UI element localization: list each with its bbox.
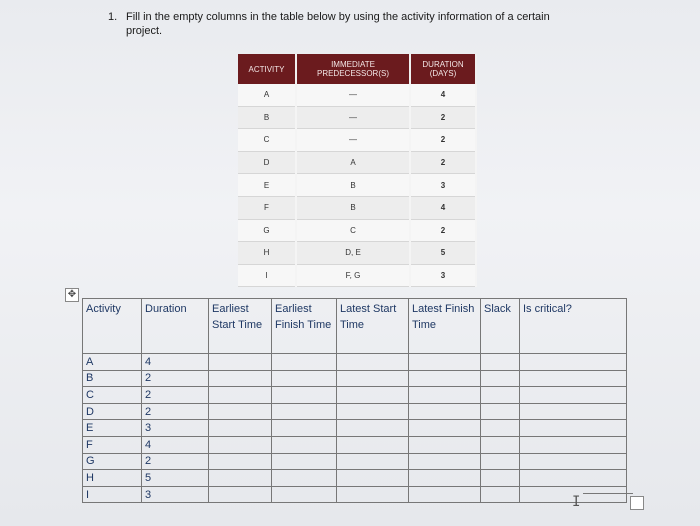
empty-latest-finish-cell[interactable] (409, 387, 481, 404)
activity-row (238, 242, 476, 265)
activity-row (238, 219, 476, 242)
activity-cell: G (238, 219, 296, 242)
predecessor-cell: — (296, 129, 410, 152)
empty-slack-cell[interactable] (481, 420, 520, 437)
empty-latest-start-cell[interactable] (337, 370, 409, 387)
question-number: 1. (108, 11, 118, 23)
empty-earliest-start-cell[interactable] (209, 470, 272, 487)
empty-latest-finish-cell[interactable] (409, 486, 481, 503)
empty-latest-start-cell[interactable] (337, 436, 409, 453)
schedule-table-body[interactable] (83, 354, 627, 503)
activity-cell: E (238, 174, 296, 197)
activity-cell: A (238, 84, 296, 106)
duration-cell: 4 (410, 196, 476, 219)
header-duration-col: Duration (142, 299, 209, 354)
schedule-activity-cell: H (83, 470, 142, 487)
header-earliest-start: Earliest Start Time (209, 299, 272, 354)
schedule-duration-cell: 2 (142, 370, 209, 387)
empty-slack-cell[interactable] (481, 470, 520, 487)
checkbox-icon[interactable] (630, 496, 644, 510)
empty-latest-start-cell[interactable] (337, 403, 409, 420)
schedule-row (83, 436, 627, 453)
activity-cell: F (238, 196, 296, 219)
schedule-duration-cell: 3 (142, 486, 209, 503)
activity-cell: H (238, 242, 296, 265)
schedule-row (83, 354, 627, 371)
activity-row (238, 196, 476, 219)
empty-earliest-start-cell[interactable] (209, 403, 272, 420)
schedule-duration-cell: 5 (142, 470, 209, 487)
empty-latest-finish-cell[interactable] (409, 370, 481, 387)
empty-latest-finish-cell[interactable] (409, 436, 481, 453)
duration-cell: 2 (410, 219, 476, 242)
text-cursor-icon: I (572, 494, 581, 510)
empty-is-critical-cell[interactable] (520, 403, 627, 420)
empty-earliest-finish-cell[interactable] (272, 403, 337, 420)
empty-earliest-finish-cell[interactable] (272, 470, 337, 487)
empty-earliest-start-cell[interactable] (209, 436, 272, 453)
empty-earliest-finish-cell[interactable] (272, 486, 337, 503)
move-icon[interactable]: ✥ (65, 288, 79, 302)
schedule-activity-cell: I (83, 486, 142, 503)
empty-latest-finish-cell[interactable] (409, 470, 481, 487)
schedule-activity-cell: F (83, 436, 142, 453)
empty-earliest-finish-cell[interactable] (272, 387, 337, 404)
empty-is-critical-cell[interactable] (520, 387, 627, 404)
empty-earliest-start-cell[interactable] (209, 354, 272, 371)
empty-latest-finish-cell[interactable] (409, 453, 481, 470)
schedule-activity-cell: A (83, 354, 142, 371)
schedule-row (83, 470, 627, 487)
table-edge-line (583, 493, 633, 494)
header-predecessors: IMMEDIATE PREDECESSOR(S) (296, 54, 410, 84)
predecessor-cell: B (296, 196, 410, 219)
empty-slack-cell[interactable] (481, 370, 520, 387)
schedule-row (83, 370, 627, 387)
empty-slack-cell[interactable] (481, 453, 520, 470)
header-duration: DURATION (DAYS) (410, 54, 476, 84)
empty-is-critical-cell[interactable] (520, 470, 627, 487)
empty-latest-start-cell[interactable] (337, 387, 409, 404)
empty-earliest-finish-cell[interactable] (272, 370, 337, 387)
empty-latest-start-cell[interactable] (337, 453, 409, 470)
predecessor-cell: — (296, 84, 410, 106)
empty-earliest-finish-cell[interactable] (272, 354, 337, 371)
empty-latest-start-cell[interactable] (337, 470, 409, 487)
schedule-duration-cell: 4 (142, 354, 209, 371)
activity-table-header (238, 54, 476, 84)
header-earliest-finish: Earliest Finish Time (272, 299, 337, 354)
schedule-row (83, 486, 627, 503)
duration-cell: 4 (410, 84, 476, 106)
header-latest-start: Latest Start Time (337, 299, 409, 354)
activity-row (238, 151, 476, 174)
activity-cell: C (238, 129, 296, 152)
schedule-activity-cell: E (83, 420, 142, 437)
activity-cell: B (238, 106, 296, 129)
empty-slack-cell[interactable] (481, 436, 520, 453)
duration-cell: 3 (410, 174, 476, 197)
predecessor-cell: B (296, 174, 410, 197)
predecessor-cell: F, G (296, 264, 410, 287)
schedule-duration-cell: 4 (142, 436, 209, 453)
activity-cell: I (238, 264, 296, 287)
question-line-1: Fill in the empty columns in the table below by using the activity information of a certain (126, 11, 550, 23)
activity-row (238, 84, 476, 106)
empty-earliest-start-cell[interactable] (209, 486, 272, 503)
header-is-critical: Is critical? (520, 299, 627, 354)
schedule-row (83, 403, 627, 420)
activity-table (238, 54, 477, 287)
empty-latest-start-cell[interactable] (337, 420, 409, 437)
empty-latest-start-cell[interactable] (337, 486, 409, 503)
header-slack: Slack (481, 299, 520, 354)
empty-slack-cell[interactable] (481, 387, 520, 404)
empty-is-critical-cell[interactable] (520, 420, 627, 437)
empty-latest-finish-cell[interactable] (409, 403, 481, 420)
duration-cell: 5 (410, 242, 476, 265)
empty-earliest-start-cell[interactable] (209, 370, 272, 387)
activity-table-body (238, 84, 476, 287)
schedule-duration-cell: 3 (142, 420, 209, 437)
schedule-table-header (83, 299, 627, 354)
empty-earliest-finish-cell[interactable] (272, 420, 337, 437)
duration-cell: 2 (410, 151, 476, 174)
activity-row (238, 264, 476, 287)
question-line-2: project. (126, 25, 163, 37)
header-latest-finish: Latest Finish Time (409, 299, 481, 354)
predecessor-cell: — (296, 106, 410, 129)
empty-latest-finish-cell[interactable] (409, 420, 481, 437)
schedule-row (83, 387, 627, 404)
empty-earliest-start-cell[interactable] (209, 420, 272, 437)
activity-row (238, 174, 476, 197)
empty-earliest-start-cell[interactable] (209, 387, 272, 404)
empty-is-critical-cell[interactable] (520, 354, 627, 371)
schedule-activity-cell: D (83, 403, 142, 420)
schedule-table[interactable] (82, 298, 627, 503)
activity-row (238, 106, 476, 129)
empty-latest-start-cell[interactable] (337, 354, 409, 371)
empty-slack-cell[interactable] (481, 403, 520, 420)
predecessor-cell: A (296, 151, 410, 174)
empty-earliest-finish-cell[interactable] (272, 453, 337, 470)
empty-earliest-start-cell[interactable] (209, 453, 272, 470)
schedule-activity-cell: C (83, 387, 142, 404)
empty-slack-cell[interactable] (481, 354, 520, 371)
duration-cell: 2 (410, 129, 476, 152)
empty-slack-cell[interactable] (481, 486, 520, 503)
schedule-row (83, 420, 627, 437)
schedule-duration-cell: 2 (142, 453, 209, 470)
question-text (108, 10, 628, 38)
schedule-activity-cell: B (83, 370, 142, 387)
schedule-row (83, 453, 627, 470)
schedule-duration-cell: 2 (142, 403, 209, 420)
schedule-activity-cell: G (83, 453, 142, 470)
empty-is-critical-cell[interactable] (520, 453, 627, 470)
activity-row (238, 129, 476, 152)
empty-is-critical-cell[interactable] (520, 436, 627, 453)
predecessor-cell: D, E (296, 242, 410, 265)
empty-earliest-finish-cell[interactable] (272, 436, 337, 453)
schedule-duration-cell: 2 (142, 387, 209, 404)
activity-cell: D (238, 151, 296, 174)
predecessor-cell: C (296, 219, 410, 242)
header-activity: ACTIVITY (238, 54, 296, 84)
duration-cell: 2 (410, 106, 476, 129)
duration-cell: 3 (410, 264, 476, 287)
empty-latest-finish-cell[interactable] (409, 354, 481, 371)
header-activity-col: Activity (83, 299, 142, 354)
empty-is-critical-cell[interactable] (520, 370, 627, 387)
